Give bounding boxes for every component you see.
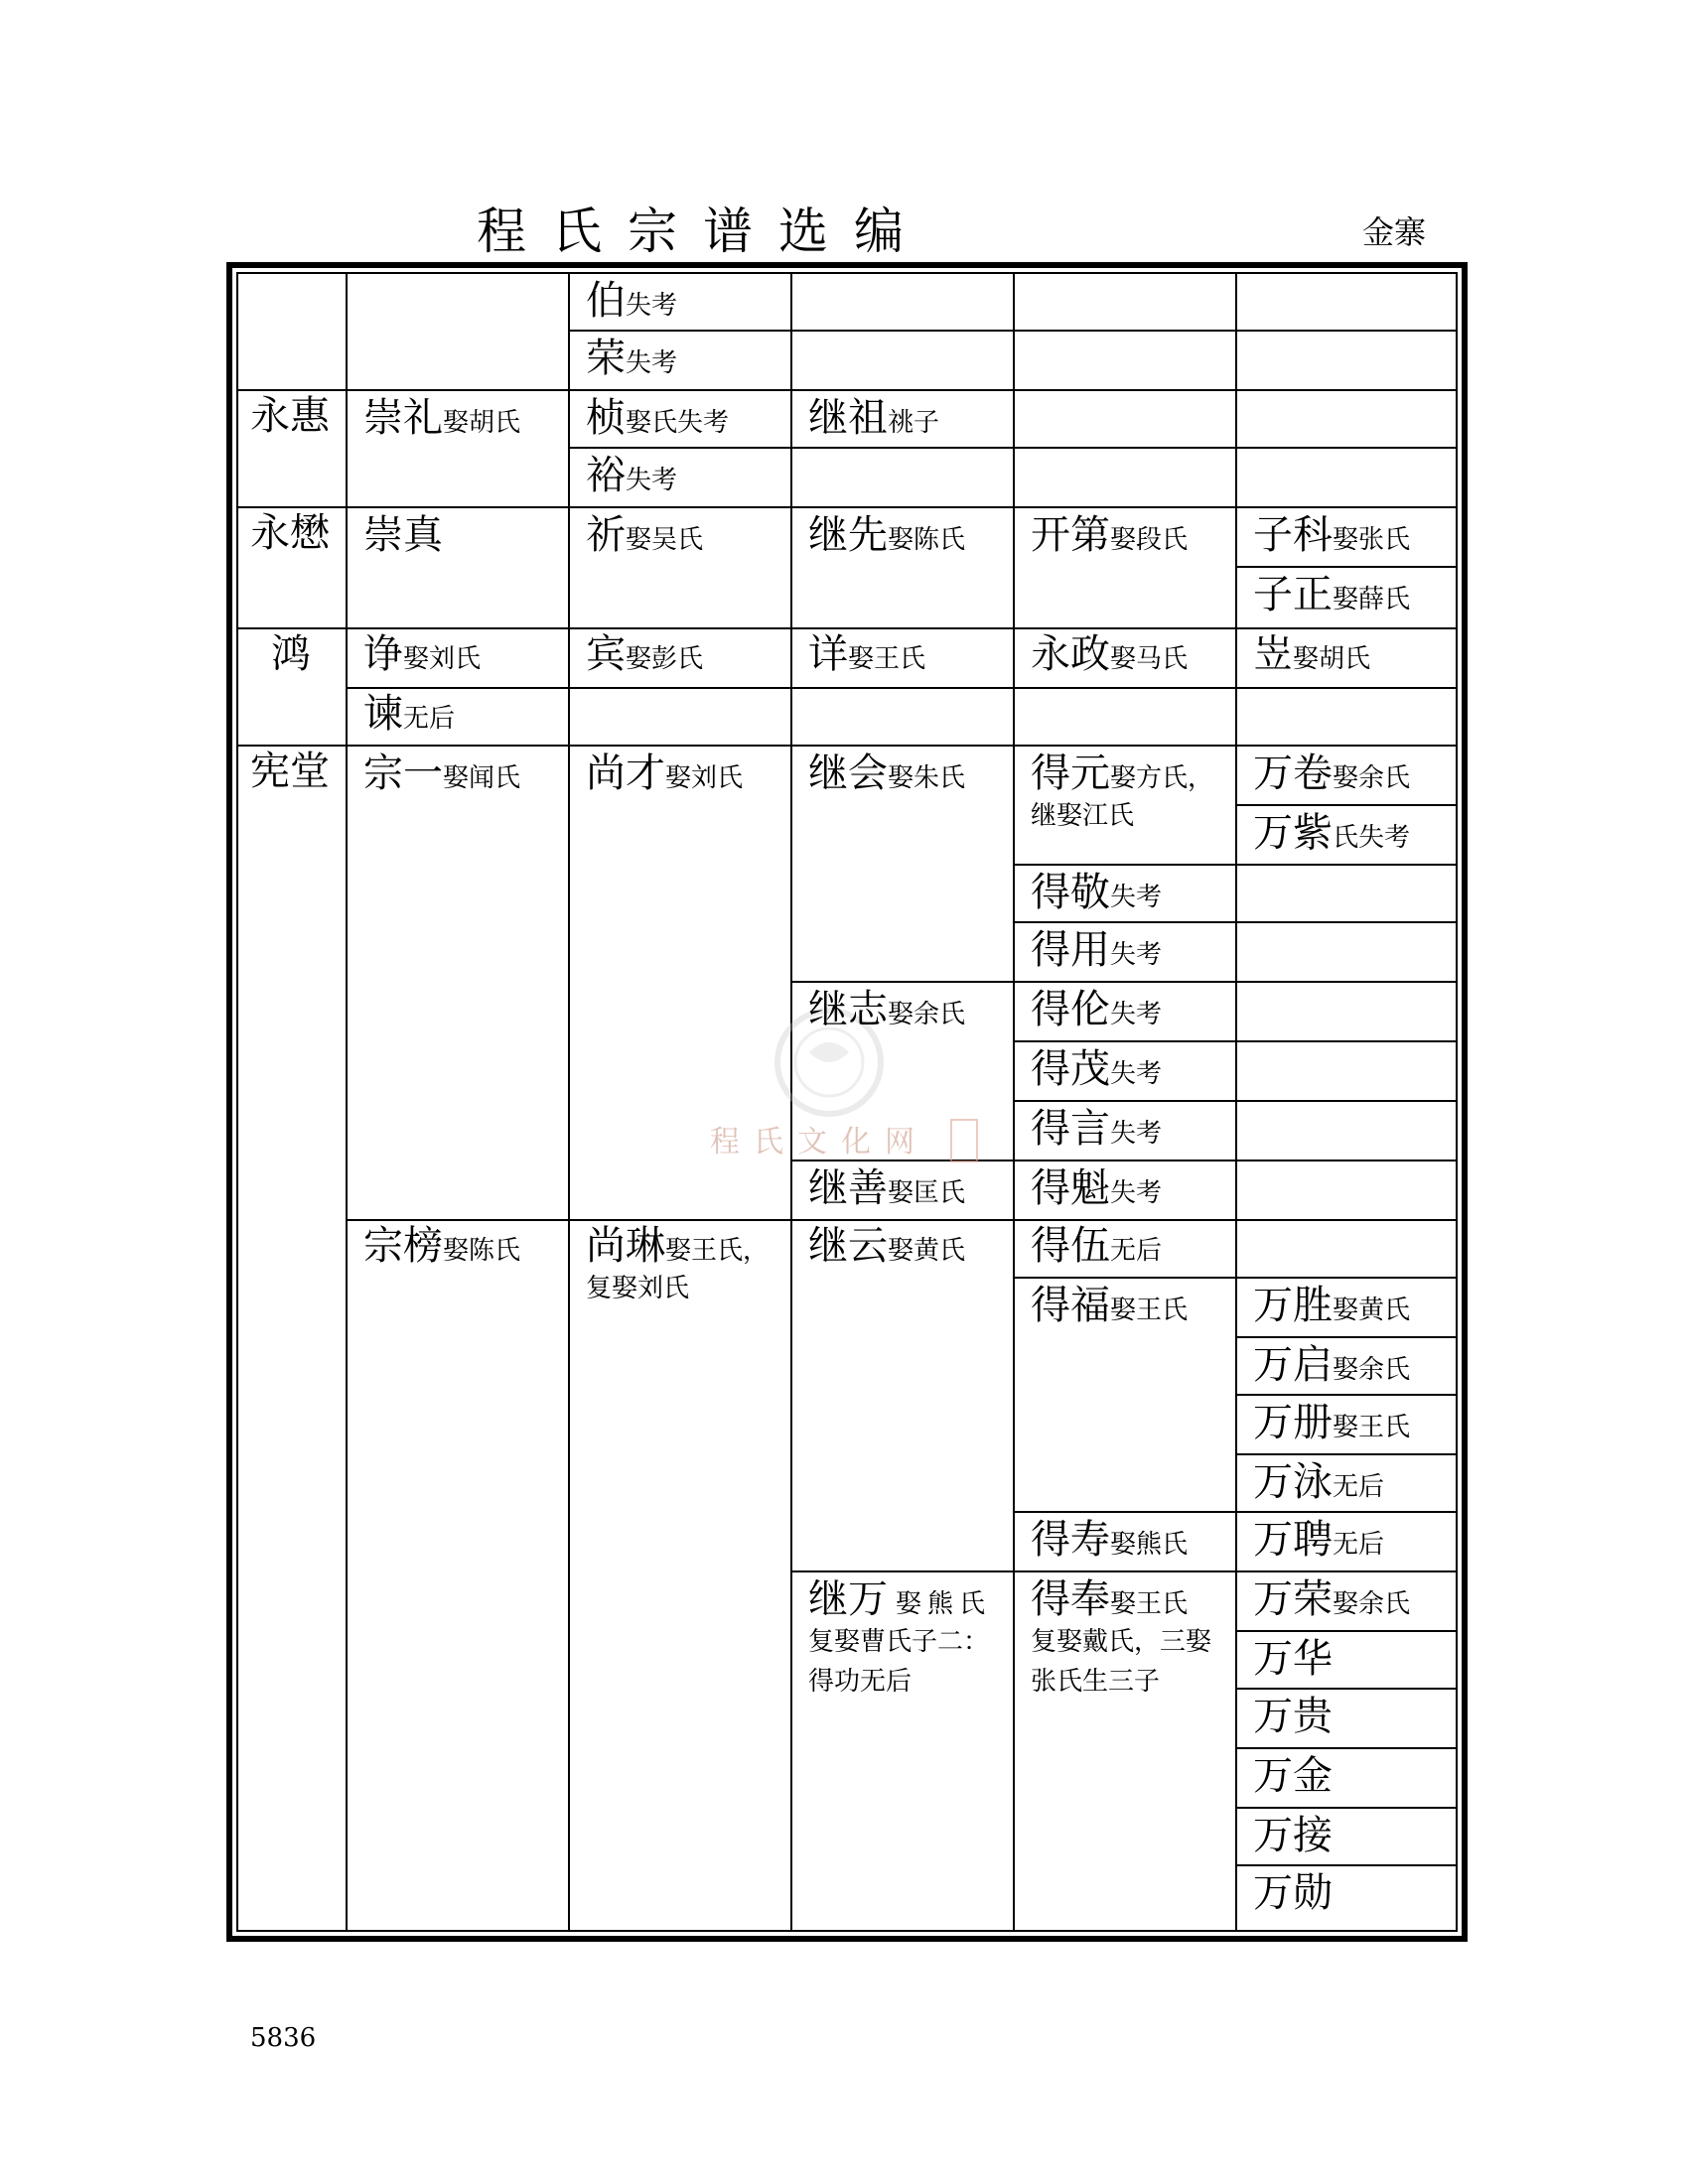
person-shanglin [586, 1223, 769, 1308]
person-name: 荣 [586, 336, 626, 381]
column-divider [568, 272, 570, 1932]
person-name: 继志 [808, 987, 888, 1032]
person-name: 继先 [808, 512, 888, 558]
person-zongbang [363, 1223, 520, 1269]
person-rong [586, 336, 677, 381]
person-name: 得福 [1031, 1283, 1110, 1328]
person-zhen [586, 395, 729, 441]
watermark-text: 程氏文化网 [710, 1125, 928, 1160]
person-defeng [1031, 1576, 1211, 1702]
person-dekui [1031, 1165, 1162, 1211]
person-bin [586, 631, 703, 677]
row-divider [568, 447, 1456, 449]
person-note: 娶熊氏 [1110, 1530, 1189, 1560]
person-note: 失考 [626, 291, 678, 321]
row-divider [790, 981, 1456, 983]
person-note: 失考 [1110, 1178, 1163, 1208]
person-dewu [1031, 1223, 1162, 1269]
row-divider [790, 1570, 1456, 1572]
person-dejing [1031, 870, 1162, 915]
row-divider [1235, 1630, 1456, 1632]
person-name: 谏 [363, 691, 403, 737]
person-jixian [808, 512, 965, 558]
person-yongzheng [1031, 631, 1188, 677]
person-note: 祧子 [888, 408, 940, 438]
person-name: 宗一 [363, 751, 443, 796]
person-yonghui [250, 393, 330, 439]
person-deyuan [1031, 751, 1213, 836]
person-name: 万册 [1253, 1400, 1333, 1445]
person-name: 得元 [1031, 751, 1110, 796]
person-note: 娶刘氏 [665, 763, 744, 793]
person-name: 永政 [1031, 631, 1110, 677]
person-name: 永懋 [250, 510, 330, 556]
person-wanrong [1253, 1576, 1410, 1622]
person-name: 宪堂 [250, 749, 330, 794]
row-divider [1013, 864, 1456, 866]
person-delun [1031, 987, 1162, 1032]
person-zizheng [1253, 572, 1410, 617]
row-divider [236, 389, 1458, 391]
person-deshou [1031, 1517, 1188, 1563]
person-wangui [1253, 1694, 1333, 1739]
person-wance [1253, 1400, 1410, 1445]
person-yongmao [250, 510, 330, 556]
column-divider [1235, 272, 1237, 1932]
row-divider [1013, 1277, 1456, 1279]
person-name: 崇礼 [363, 395, 443, 441]
person-yu [586, 453, 677, 498]
person-name: 鸿 [271, 631, 311, 677]
page-title: 程氏宗谱选编 [477, 203, 929, 260]
person-name: 万胜 [1253, 1283, 1333, 1328]
person-name: 万勋 [1253, 1870, 1333, 1916]
person-wanyong [1253, 1459, 1384, 1505]
person-note-continued: 复娶戴氏，三娶 [1031, 1627, 1212, 1657]
person-note: 无后 [403, 704, 456, 734]
person-jishan [808, 1165, 965, 1211]
person-wanzi [1253, 810, 1410, 856]
person-name: 宗榜 [363, 1223, 443, 1269]
person-note: 娶陈氏 [443, 1236, 521, 1266]
row-divider [236, 506, 1458, 508]
person-kaidi [1031, 512, 1188, 558]
row-divider [1235, 1688, 1456, 1690]
row-divider [236, 745, 1458, 747]
person-name: 继万 [808, 1576, 888, 1622]
person-rui [1253, 631, 1370, 677]
person-zongyi [363, 751, 520, 796]
person-note: 娶段氏 [1110, 525, 1189, 555]
person-deyong [1031, 927, 1162, 973]
person-note: 无后 [1110, 1236, 1163, 1266]
person-name: 继善 [808, 1165, 888, 1211]
row-divider [1235, 566, 1456, 568]
row-divider [346, 1219, 1456, 1221]
person-note: 娶刘氏 [403, 644, 482, 674]
row-divider [1013, 1040, 1456, 1042]
row-divider [1013, 1100, 1456, 1102]
person-hong [271, 631, 311, 677]
person-note: 娶王氏 [1333, 1413, 1411, 1442]
person-name: 诤 [363, 631, 403, 677]
person-note: 娶薛氏 [1333, 585, 1411, 614]
person-note: 娶胡氏 [1293, 644, 1371, 674]
person-defu [1031, 1283, 1188, 1328]
row-divider [1013, 921, 1456, 923]
person-name: 崇真 [363, 512, 443, 558]
person-note: 娶陈氏 [888, 525, 966, 555]
person-note: 娶胡氏 [443, 408, 521, 438]
person-note: 失考 [1110, 1059, 1163, 1089]
person-name: 万泳 [1253, 1459, 1333, 1505]
place-label: 金寨 [1362, 213, 1427, 251]
person-name: 得伍 [1031, 1223, 1110, 1269]
person-note: 无后 [1333, 1530, 1385, 1560]
person-chongzhen [363, 512, 443, 558]
row-divider [1235, 1807, 1456, 1809]
person-name: 尚才 [586, 751, 665, 796]
person-name: 得寿 [1031, 1517, 1110, 1563]
person-name: 桢 [586, 395, 626, 441]
person-wanjie [1253, 1813, 1333, 1858]
person-note: 娶匡氏 [888, 1178, 966, 1208]
column-divider [1013, 272, 1015, 1932]
person-name: 裕 [586, 453, 626, 498]
person-note: 失考 [1110, 1000, 1163, 1029]
row-divider [568, 330, 1456, 332]
person-name: 伯 [586, 278, 626, 324]
person-name: 尚琳 [586, 1223, 665, 1269]
person-note: 娶王氏 [848, 644, 926, 674]
person-jiyun [808, 1223, 965, 1269]
person-note: 娶王氏 [1110, 1296, 1189, 1325]
person-note: 娶氏失考 [626, 408, 730, 438]
person-name: 万接 [1253, 1813, 1333, 1858]
person-note: 娶闻氏 [443, 763, 521, 793]
person-name: 得用 [1031, 927, 1110, 973]
person-name: 子科 [1253, 512, 1333, 558]
row-divider [1235, 1336, 1456, 1338]
person-note: 氏失考 [1333, 823, 1411, 853]
row-divider [1235, 1747, 1456, 1749]
person-note: 娶余氏 [1333, 1355, 1411, 1385]
person-name: 万贵 [1253, 1694, 1333, 1739]
person-zheng [363, 631, 481, 677]
person-name: 万紫 [1253, 810, 1333, 856]
person-note: 娶余氏 [1333, 763, 1411, 793]
person-note: 娶熊氏 [896, 1589, 992, 1619]
person-note: 娶余氏 [888, 1000, 966, 1029]
person-name: 万聘 [1253, 1517, 1333, 1563]
person-note: 失考 [626, 466, 678, 495]
person-note-continued: 复娶刘氏 [586, 1274, 690, 1303]
person-note-continued: 张氏生三子 [1031, 1667, 1161, 1697]
person-name: 得言 [1031, 1106, 1110, 1152]
row-divider [1235, 804, 1456, 806]
person-name: 得伦 [1031, 987, 1110, 1032]
person-chongli [363, 395, 520, 441]
person-note: 娶黄氏 [1333, 1296, 1411, 1325]
person-jizhi [808, 987, 965, 1032]
person-name: 子正 [1253, 572, 1333, 617]
person-wanxun [1253, 1870, 1333, 1916]
person-name: 岦 [1253, 631, 1293, 677]
person-wanhua [1253, 1636, 1333, 1682]
person-xiang [808, 631, 925, 677]
row-divider [346, 687, 1456, 689]
row-divider [1235, 1864, 1456, 1866]
person-jihui [808, 751, 965, 796]
person-name: 万荣 [1253, 1576, 1333, 1622]
person-su [363, 691, 455, 737]
person-note-continued: 得功无后 [808, 1667, 913, 1697]
person-note-continued: 继娶江氏 [1031, 801, 1135, 831]
person-wanjuan [1253, 751, 1410, 796]
page-number: 5836 [250, 2023, 317, 2053]
person-deyan [1031, 1106, 1162, 1152]
person-zike [1253, 512, 1410, 558]
person-name: 万华 [1253, 1636, 1333, 1682]
row-divider [236, 627, 1458, 629]
person-shangcai [586, 751, 743, 796]
person-demao [1031, 1046, 1162, 1092]
row-divider [1235, 1453, 1456, 1455]
person-note-continued: 复娶曹氏子二： [808, 1627, 990, 1657]
row-divider [1235, 1394, 1456, 1396]
person-name: 得敬 [1031, 870, 1110, 915]
person-note: 无后 [1333, 1472, 1385, 1502]
seal-icon [950, 1119, 978, 1162]
person-note: 失考 [1110, 940, 1163, 970]
person-name: 详 [808, 631, 848, 677]
person-wanpin [1253, 1517, 1384, 1563]
person-name: 得茂 [1031, 1046, 1110, 1092]
person-note: 娶方氏， [1110, 763, 1214, 793]
person-note: 娶朱氏 [888, 763, 966, 793]
person-note: 娶彭氏 [626, 644, 704, 674]
person-name: 永惠 [250, 393, 330, 439]
person-note: 失考 [1110, 883, 1163, 912]
person-name: 万启 [1253, 1342, 1333, 1388]
person-name: 得魁 [1031, 1165, 1110, 1211]
person-wanjin [1253, 1753, 1333, 1799]
person-name: 得奉 [1031, 1576, 1110, 1622]
person-name: 万金 [1253, 1753, 1333, 1799]
person-note: 娶黄氏 [888, 1236, 966, 1266]
person-name: 继会 [808, 751, 888, 796]
person-name: 宾 [586, 631, 626, 677]
person-note: 娶王氏 [1110, 1589, 1189, 1619]
person-name: 万卷 [1253, 751, 1333, 796]
person-name: 祈 [586, 512, 626, 558]
person-note: 失考 [626, 348, 678, 378]
person-note: 娶余氏 [1333, 1589, 1411, 1619]
person-jiwan [808, 1576, 991, 1702]
row-divider [1013, 1511, 1456, 1513]
person-note: 娶马氏 [1110, 644, 1189, 674]
person-note: 娶吴氏 [626, 525, 704, 555]
person-note: 娶王氏， [665, 1236, 770, 1266]
person-qi [586, 512, 703, 558]
person-name: 继云 [808, 1223, 888, 1269]
person-note: 失考 [1110, 1119, 1163, 1149]
person-wanqi [1253, 1342, 1410, 1388]
person-bo [586, 278, 677, 324]
column-divider [346, 272, 348, 1932]
person-jizu [808, 395, 939, 441]
person-name: 继祖 [808, 395, 888, 441]
person-name: 开第 [1031, 512, 1110, 558]
person-xiantang [250, 749, 330, 794]
person-note: 娶张氏 [1333, 525, 1411, 555]
person-wansheng [1253, 1283, 1410, 1328]
